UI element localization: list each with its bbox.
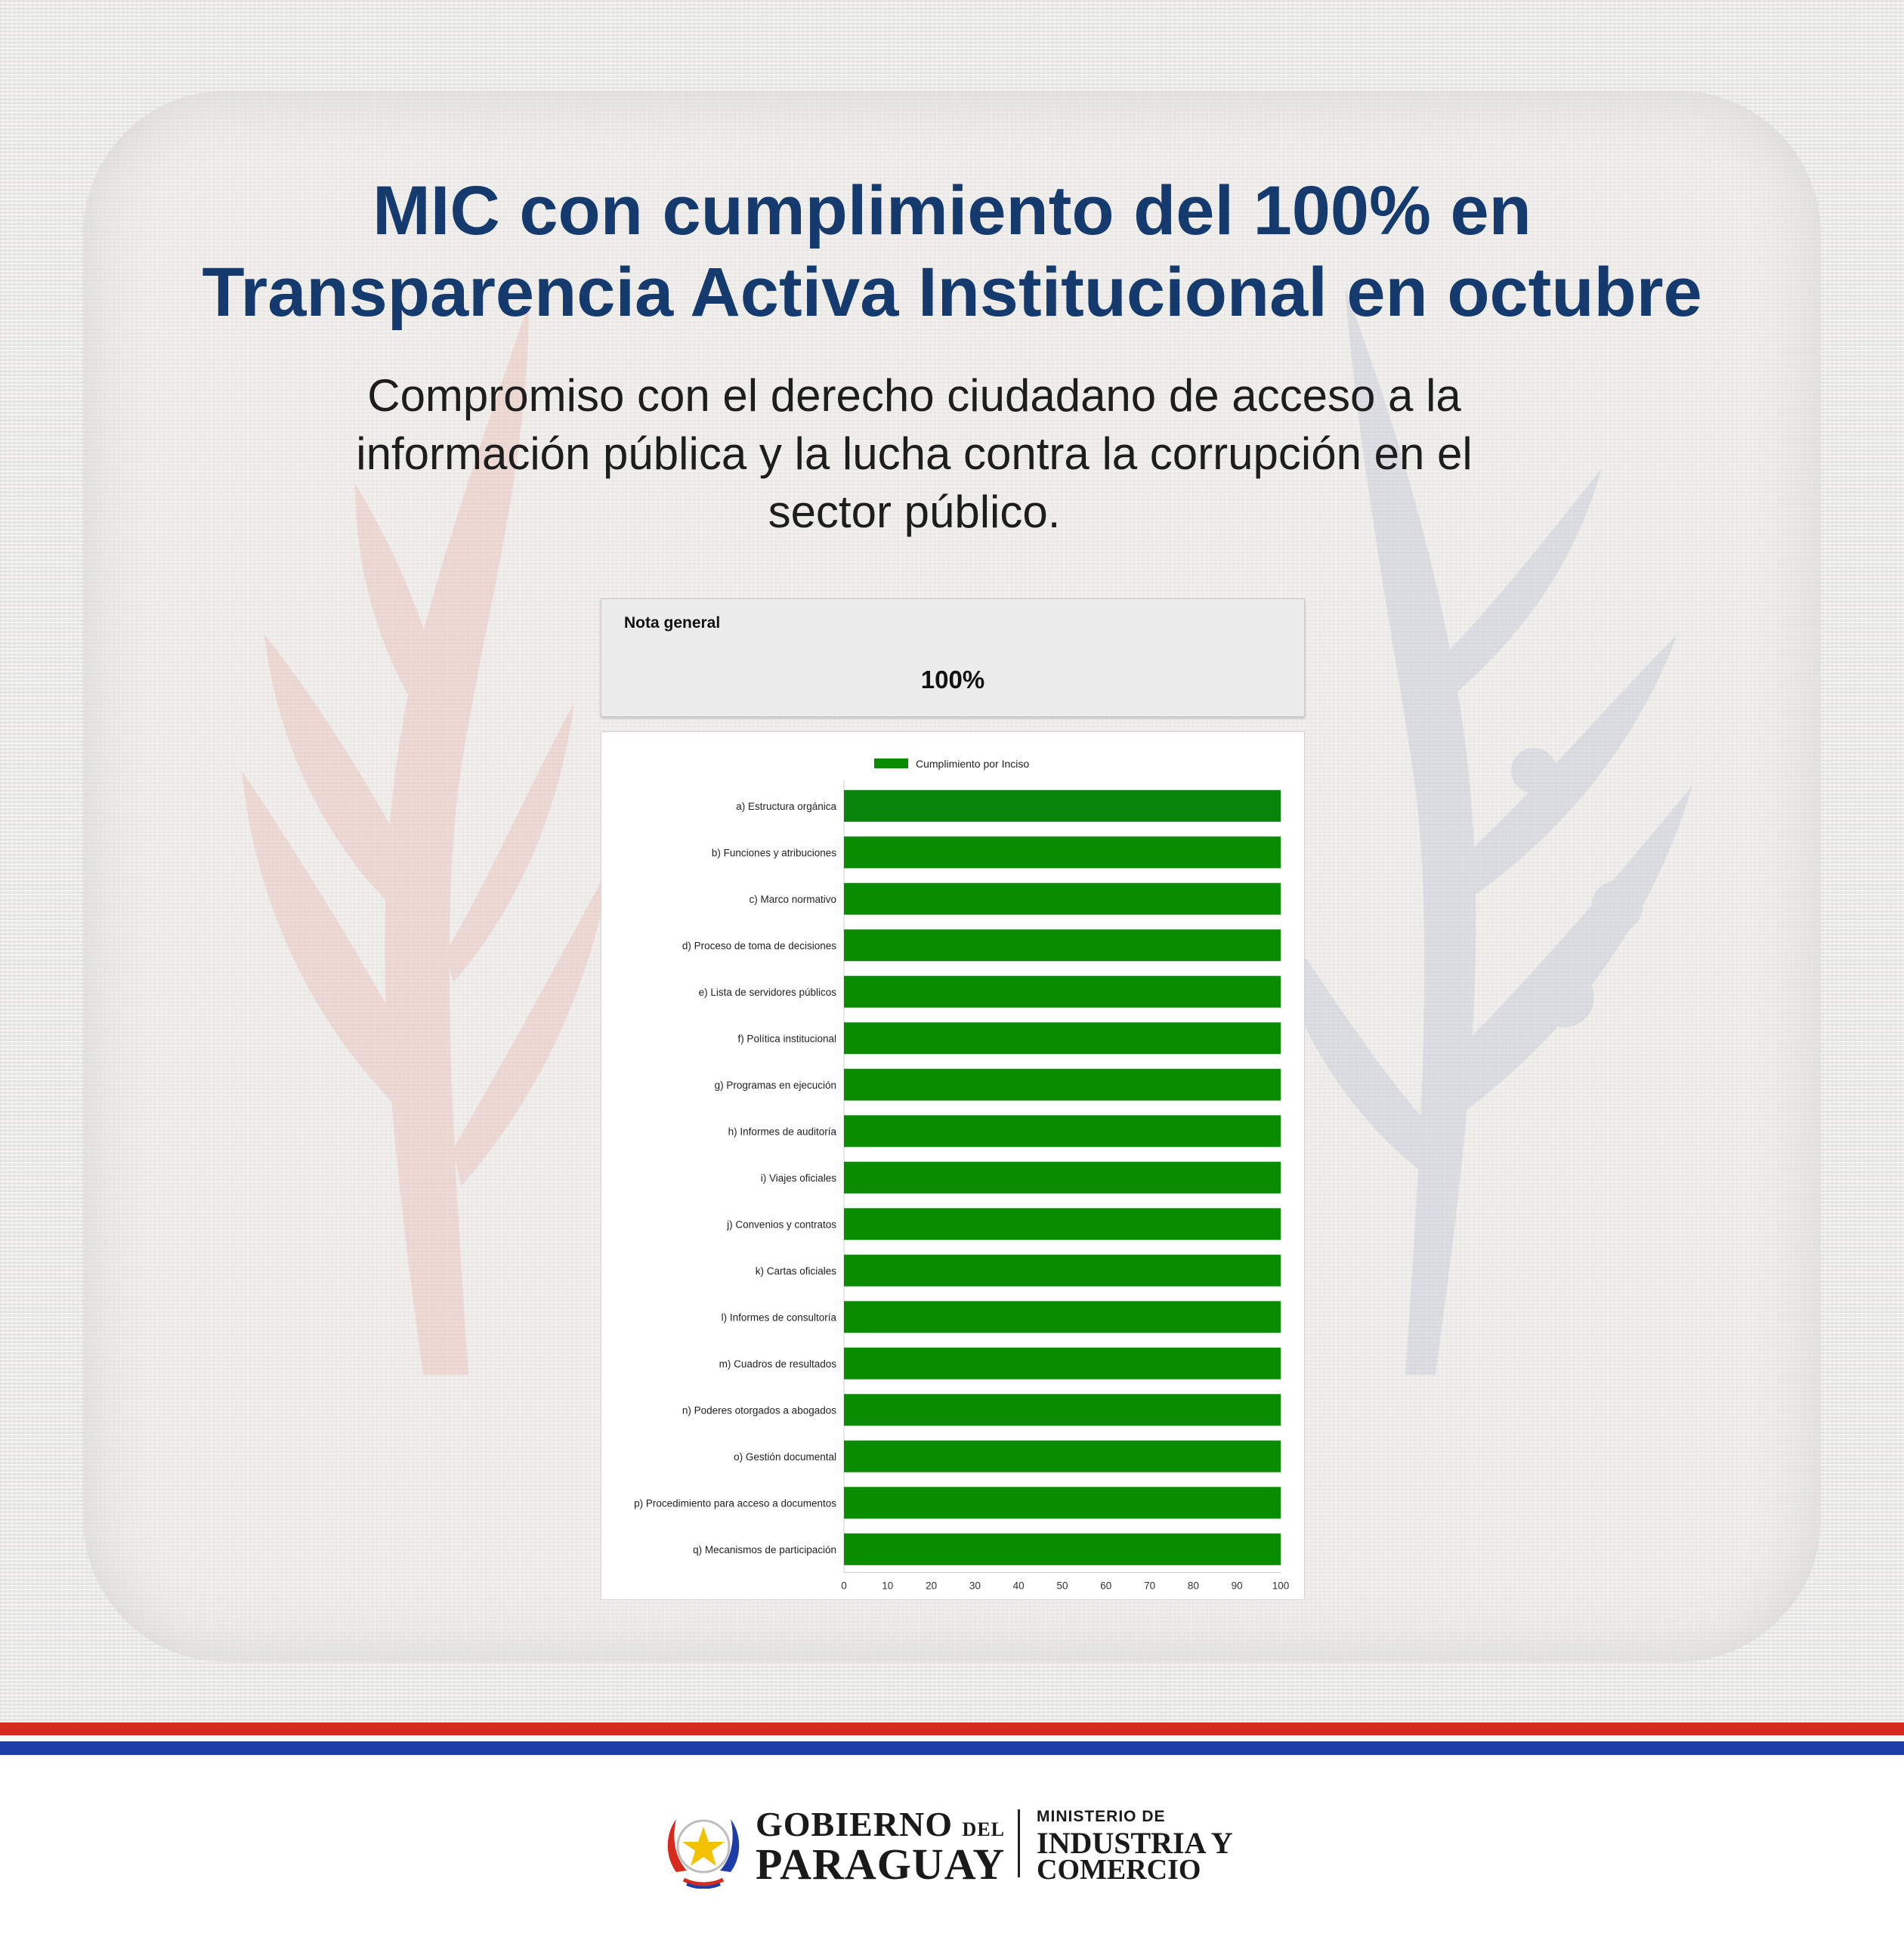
bar	[844, 1441, 1281, 1472]
flag-stripe-white	[0, 1735, 1904, 1741]
x-tick-label: 20	[926, 1580, 938, 1592]
category-label: q) Mecanismos de participación	[693, 1543, 836, 1556]
headline-line-2: Transparencia Activa Institucional en octubre	[202, 254, 1702, 331]
paraguay-emblem-icon	[661, 1804, 746, 1889]
category-label: c) Marco normativo	[749, 893, 836, 905]
category-label: h) Informes de auditoría	[728, 1126, 836, 1138]
category-label: f) Política institucional	[737, 1033, 836, 1045]
logo-divider	[1018, 1809, 1020, 1877]
bar	[844, 929, 1281, 961]
category-label: b) Funciones y atribuciones	[711, 847, 836, 859]
category-label: p) Procedimiento para acceso a documentos	[634, 1497, 836, 1509]
x-tick-label: 40	[1012, 1580, 1025, 1592]
bar	[844, 1162, 1281, 1194]
category-label: n) Poderes otorgados a abogados	[682, 1404, 836, 1417]
headline	[0, 170, 1904, 333]
x-tick-label: 0	[841, 1580, 847, 1592]
category-label: g) Programas en ejecución	[714, 1079, 836, 1091]
gov-word-paraguay: PARAGUAY	[756, 1840, 1006, 1889]
bar	[844, 1348, 1281, 1379]
subheadline-line-1: Compromiso con el derecho ciudadano de acceso a la	[367, 370, 1461, 421]
flag-stripe-red	[0, 1722, 1904, 1735]
overall-score-label: Nota general	[624, 614, 721, 632]
bar	[844, 1534, 1281, 1565]
category-label: a) Estructura orgánica	[736, 800, 836, 812]
ministry-line-1: MINISTERIO DE	[1037, 1808, 1166, 1825]
bar	[844, 1069, 1281, 1101]
category-label: k) Cartas oficiales	[755, 1265, 836, 1277]
legend-label: Cumplimiento por Inciso	[916, 758, 1030, 770]
headline-line-1: MIC con cumplimiento del 100% en	[372, 172, 1532, 249]
x-tick-label: 60	[1100, 1580, 1112, 1592]
bar	[844, 1208, 1281, 1240]
flag-stripe-blue	[0, 1741, 1904, 1755]
bar	[844, 1394, 1281, 1426]
category-label: e) Lista de servidores públicos	[698, 986, 836, 998]
x-tick-label: 80	[1187, 1580, 1199, 1592]
gov-word-gobierno: GOBIERNO	[756, 1805, 954, 1843]
subheadline-line-3: sector público.	[768, 487, 1061, 537]
category-label: l) Informes de consultoría	[721, 1311, 836, 1324]
bar	[844, 1255, 1281, 1287]
bar	[844, 790, 1281, 822]
x-tick-label: 70	[1144, 1580, 1156, 1592]
subheadline	[196, 366, 1632, 541]
legend-swatch	[874, 758, 908, 768]
category-label: d) Proceso de toma de decisiones	[682, 940, 836, 952]
x-tick-label: 90	[1231, 1580, 1243, 1592]
bar	[844, 1115, 1281, 1147]
bar	[844, 883, 1281, 915]
subheadline-line-2: información pública y la lucha contra la corrupción en el	[356, 428, 1473, 479]
ministry-line-2: INDUSTRIA Y	[1037, 1826, 1233, 1860]
category-label: m) Cuadros de resultados	[719, 1358, 836, 1370]
x-tick-label: 100	[1272, 1580, 1290, 1592]
compliance-bar-chart	[601, 732, 1304, 1599]
x-tick-label: 50	[1056, 1580, 1068, 1592]
bar	[844, 836, 1281, 868]
bar	[844, 1022, 1281, 1054]
bar	[844, 1487, 1281, 1518]
category-label: j) Convenios y contratos	[727, 1219, 836, 1231]
x-tick-label: 30	[969, 1580, 981, 1592]
x-tick-label: 10	[882, 1580, 894, 1592]
chart-card	[601, 731, 1305, 1600]
gov-word-del: DEL	[962, 1818, 1006, 1840]
bar	[844, 1301, 1281, 1333]
category-label: i) Viajes oficiales	[760, 1172, 836, 1184]
bar	[844, 976, 1281, 1008]
overall-score-value: 100%	[920, 666, 985, 694]
ministry-line-3: COMERCIO	[1037, 1854, 1201, 1886]
category-label: o) Gestión documental	[734, 1450, 836, 1463]
overall-score-card	[601, 598, 1305, 717]
